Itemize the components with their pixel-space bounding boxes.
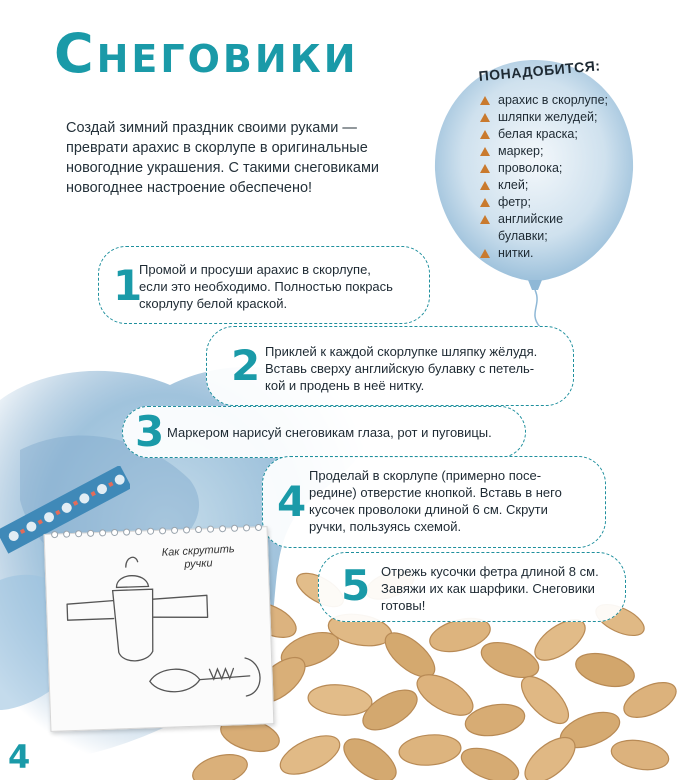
page-title: Снеговики <box>54 22 359 85</box>
step-number: 4 <box>277 477 307 526</box>
step-number: 5 <box>341 561 371 610</box>
intro-text: Создай зимний праздник своими руками — преврати арахис в скорлупе в оригинальные новогодние украшения. С такими снеговиками новогоднее настроение обеспечено! <box>66 120 380 196</box>
step-text: Отрежь кусочки фетра длиной 8 см. Завяжи их как шарфики. Снеговики готовы! <box>381 564 599 613</box>
triangle-bullet-icon <box>480 113 490 122</box>
triangle-bullet-icon <box>480 249 490 258</box>
step-4 <box>262 456 606 548</box>
step-1 <box>98 246 430 324</box>
list-item: белая краска; <box>478 126 608 143</box>
diagram-card <box>44 526 275 732</box>
triangle-bullet-icon <box>480 96 490 105</box>
triangle-bullet-icon <box>480 130 490 139</box>
step-number: 1 <box>113 261 143 310</box>
list-item: фетр; <box>478 194 608 211</box>
triangle-bullet-icon <box>480 164 490 173</box>
twist-scheme-sketch <box>45 527 274 731</box>
materials-title: ПОНАДОБИТСЯ: <box>478 57 602 84</box>
step-text: Приклей к каждой скорлупке шляпку жёлудя. Вставь сверху английскую булавку с петель- кой и продень в неё нитку. <box>265 344 538 393</box>
step-number: 2 <box>231 341 261 390</box>
page-number: 4 <box>8 738 31 776</box>
step-5 <box>318 552 626 622</box>
list-item: английские <box>478 211 608 228</box>
materials-list <box>478 92 608 262</box>
list-item: арахис в скорлупе; <box>478 92 608 109</box>
list-item: маркер; <box>478 143 608 160</box>
step-text: Маркером нарисуй снеговикам глаза, рот и пуговицы. <box>167 425 492 440</box>
triangle-bullet-icon <box>480 198 490 207</box>
list-item: клей; <box>478 177 608 194</box>
step-2 <box>206 326 574 406</box>
triangle-bullet-icon <box>480 181 490 190</box>
step-number: 3 <box>135 407 165 456</box>
list-item: нитки. <box>478 245 608 262</box>
triangle-bullet-icon <box>480 215 490 224</box>
diagram-caption: Как скрутить ручки <box>161 543 235 571</box>
step-3 <box>122 406 526 458</box>
step-text: Проделай в скорлупе (примерно посе- редине) отверстие кнопкой. Вставь в него кусочек проволоки длиной 6 см. Скрути ручки, пользуясь схемой. <box>309 468 562 534</box>
list-item: проволока; <box>478 160 608 177</box>
list-item: шляпки желудей; <box>478 109 608 126</box>
triangle-bullet-icon <box>480 147 490 156</box>
step-text: Промой и просуши арахис в скорлупе, если это необходимо. Полностью покрась скорлупу белой краской. <box>139 262 393 311</box>
list-item: булавки; <box>498 229 548 243</box>
